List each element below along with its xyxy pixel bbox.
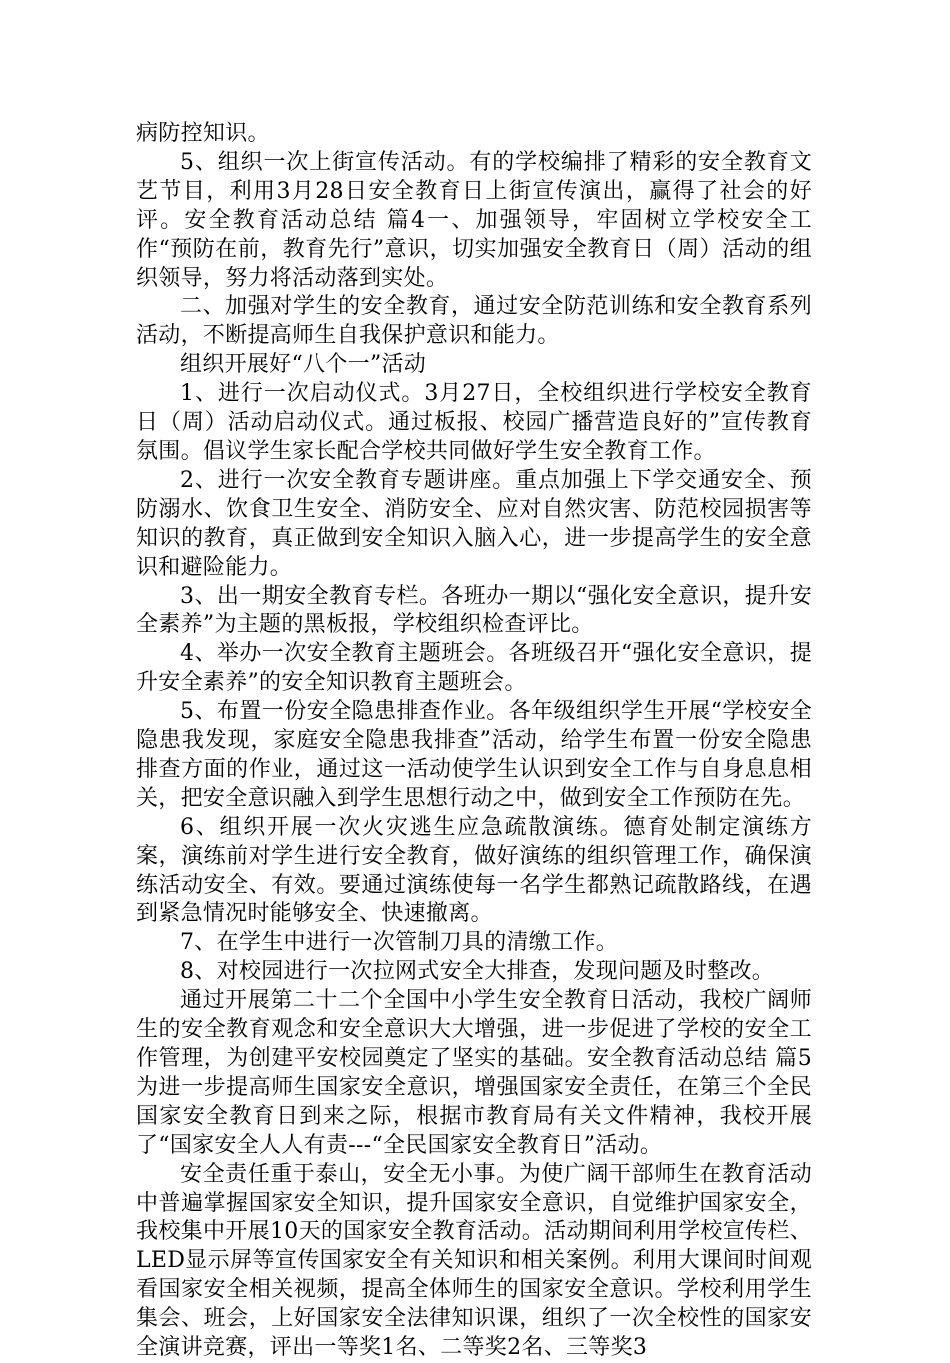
list-item-7: 7、在学生中进行一次管制刀具的清缴工作。 bbox=[180, 930, 618, 956]
list-item-1: 1、进行一次启动仪式。3月27日，全校组织进行学校安全教育日（周）活动启动仪式。通过板报、校园广播营造良好的”宣传教育氛围。倡议学生家长配合学校共同做好学生安全教育工作。 bbox=[136, 381, 812, 464]
paragraph-2: 5、组织一次上街宣传活动。有的学校编排了精彩的安全教育文艺节目，利用3月28日安全教育日上街宣传演出，赢得了社会的好评。安全教育活动总结 篇4一、加强领导，牢固树立学校安全工作“预防在前，教育先行”意识，切实加强安全教育日（周）活动的组织领导，努力将活动落到实处。 bbox=[136, 149, 812, 291]
paragraph-3: 二、加强对学生的安全教育，通过安全防范训练和安全教育系列活动，不断提高师生自我保护意识和能力。 bbox=[136, 294, 812, 349]
list-item-2: 2、进行一次安全教育专题讲座。重点加强上下学交通安全、预防溺水、饮食卫生安全、消防安全、应对自然灾害、防范校园损害等知识的教育，真正做到安全知识入脑入心，进一步提高学生的安全意识和避险能力。 bbox=[136, 467, 812, 580]
list-item-6: 6、组织开展一次火灾逃生应急疏散演练。德育处制定演练方案，演练前对学生进行安全教育，做好演练的组织管理工作，确保演练活动安全、有效。要通过演练使每一名学生都熟记疏散路线，在遇到紧急情况时能够安全、快速撤离。 bbox=[136, 814, 812, 927]
list-item-4: 4、举办一次安全教育主题班会。各班级召开“强化安全意识，提升安全素养”的安全知识教育主题班会。 bbox=[136, 641, 812, 696]
document-body bbox=[136, 120, 812, 1363]
section-heading: 组织开展好“八个一”活动 bbox=[180, 352, 427, 378]
paragraph-1: 病防控知识。 bbox=[136, 121, 270, 146]
list-item-8: 8、对校园进行一次拉网式安全大排查，发现问题及时整改。 bbox=[180, 959, 775, 985]
paragraph-summary: 通过开展第二十二个全国中小学生安全教育日活动，我校广阔师生的安全教育观念和安全意识大大增强，进一步促进了学校的安全工作管理，为创建平安校园奠定了坚实的基础。安全教育活动总结 篇5为进一步提高师生国家安全意识，增强国家安全责任，在第三个全民国家安全教育日到来之际，根据市教育局有关文件精神，我校开展了“国家安全人人有责---“全民国家安全教育日”活动。 bbox=[136, 988, 812, 1158]
paragraph-final: 安全责任重于泰山，安全无小事。为使广阔干部师生在教育活动中普遍掌握国家安全知识，提升国家安全意识，自觉维护国家安全，我校集中开展10天的国家安全教育活动。活动期间利用学校宣传栏、LED显示屏等宣传国家安全有关知识和相关案例。利用大课间时间观看国家安全相关视频，提高全体师生的国家安全意识。学校利用学生集会、班会，上好国家安全法律知识课，组织了一次全校性的国家安全演讲竞赛，评出一等奖1名、二等奖2名、三等奖3 bbox=[136, 1161, 812, 1361]
list-item-3: 3、出一期安全教育专栏。各班办一期以“强化安全意识，提升安全素养”为主题的黑板报，学校组织检查评比。 bbox=[136, 583, 812, 638]
list-item-5: 5、布置一份安全隐患排查作业。各年级组织学生开展“学校安全隐患我发现，家庭安全隐患我排查”活动，给学生布置一份安全隐患排查方面的作业，通过这一活动使学生认识到安全工作与自身息息相关，把安全意识融入到学生思想行动之中，做到安全工作预防在先。 bbox=[136, 699, 812, 811]
